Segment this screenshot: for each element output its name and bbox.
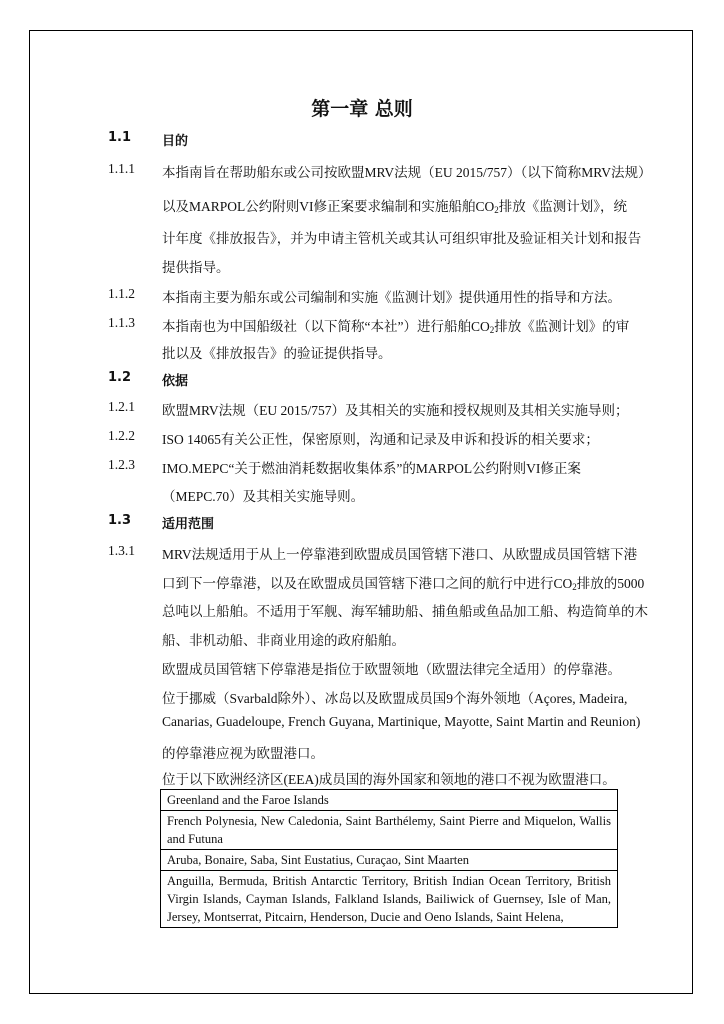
chapter-title: 第一章 总则 xyxy=(311,98,413,120)
clause-text: 位于挪威（Svarbald除外）、冰岛以及欧盟成员国9个海外领地（Açores, Madeira, xyxy=(162,691,628,706)
clause-text: 总吨以上船舶。不适用于军舰、海军辅助船、捕鱼船或鱼品加工船、构造简单的木 xyxy=(162,604,648,619)
clause-text: IMO.MEPC“关于燃油消耗数据收集体系”的MARPOL公约附则VI修正案 xyxy=(162,461,581,476)
table-cell: Anguilla, Bermuda, British Antarctic Territory, British Indian Ocean Territory, British Virgin Islands, Cayman Islands, Falkland Islands, Bailiwick of Guernsey, Isle of Man, Jersey, Montserrat, Pitcairn, Henderson, Ducie and Oeno Islands, Saint Helena, xyxy=(161,871,618,928)
clause-text: 本指南也为中国船级社（以下简称“本社”）进行船舶$CO_2$排放《监测计划》的审 xyxy=(162,319,630,335)
clause-text: 提供指导。 xyxy=(162,260,230,275)
table-cell: Aruba, Bonaire, Saba, Sint Eustatius, Curaçao, Sint Maarten xyxy=(161,850,618,871)
territories-table xyxy=(160,789,618,928)
clause-text: 欧盟成员国管辖下停靠港是指位于欧盟领地（欧盟法律完全适用）的停靠港。 xyxy=(162,662,621,677)
table-row xyxy=(161,850,618,871)
clause-text: 本指南主要为船东或公司编制和实施《监测计划》提供通用性的指导和方法。 xyxy=(162,290,621,305)
clause-text: 位于以下欧洲经济区(EEA)成员国的海外国家和领地的港口不视为欧盟港口。 xyxy=(162,772,616,787)
section-heading: 目的 xyxy=(162,134,189,149)
clause-number: 1.1.3 xyxy=(108,315,135,330)
clause-text: 船、非机动船、非商业用途的政府船舶。 xyxy=(162,633,405,648)
clause-number: 1.3.1 xyxy=(108,543,135,558)
clause-text: （MEPC.70）及其相关实施导则。 xyxy=(162,489,365,504)
section-heading: 适用范围 xyxy=(162,517,215,532)
clause-text: Canarias, Guadeloupe, French Guyana, Martinique, Mayotte, Saint Martin and Reunion) xyxy=(162,714,641,729)
clause-number: 1.2.1 xyxy=(108,399,135,414)
clause-number: 1.1.2 xyxy=(108,286,135,301)
clause-text: MRV法规适用于从上一停靠港到欧盟成员国管辖下港口、从欧盟成员国管辖下港 xyxy=(162,547,638,562)
table-row xyxy=(161,790,618,811)
section-number: 1.2 xyxy=(108,370,132,385)
clause-number: 1.2.3 xyxy=(108,457,135,472)
table-row xyxy=(161,871,618,928)
section-number: 1.1 xyxy=(108,130,132,145)
table-row xyxy=(161,811,618,850)
clause-text: 批以及《排放报告》的验证提供指导。 xyxy=(162,346,392,361)
table-cell: Greenland and the Faroe Islands xyxy=(161,790,618,811)
clause-text: 的停靠港应视为欧盟港口。 xyxy=(162,746,324,761)
section-heading: 依据 xyxy=(162,374,189,389)
clause-text: 以及MARPOL公约附则VI修正案要求编制和实施船舶$CO_2$排放《监测计划》，统 xyxy=(162,199,628,215)
clause-number: 1.1.1 xyxy=(108,161,135,176)
clause-text: 计年度《排放报告》，并为申请主管机关或其认可组织审批及验证相关计划和报告 xyxy=(162,231,642,246)
clause-text: 本指南旨在帮助船东或公司按欧盟MRV法规（EU 2015/757）（以下简称MRV法规） xyxy=(162,165,652,180)
clause-text: 口到下一停靠港，以及在欧盟成员国管辖下港口之间的航行中进行$CO_2$排放的5000 xyxy=(162,576,645,592)
clause-text: 欧盟MRV法规（EU 2015/757）及其相关的实施和授权规则及其相关实施导则； xyxy=(162,403,629,418)
table-cell: French Polynesia, New Caledonia, Saint Barthélemy, Saint Pierre and Miquelon, Wallis and Futuna xyxy=(161,811,618,850)
section-number: 1.3 xyxy=(108,513,132,528)
clause-number: 1.2.2 xyxy=(108,428,135,443)
clause-text: ISO 14065有关公正性，保密原则，沟通和记录及申诉和投诉的相关要求； xyxy=(162,432,599,447)
